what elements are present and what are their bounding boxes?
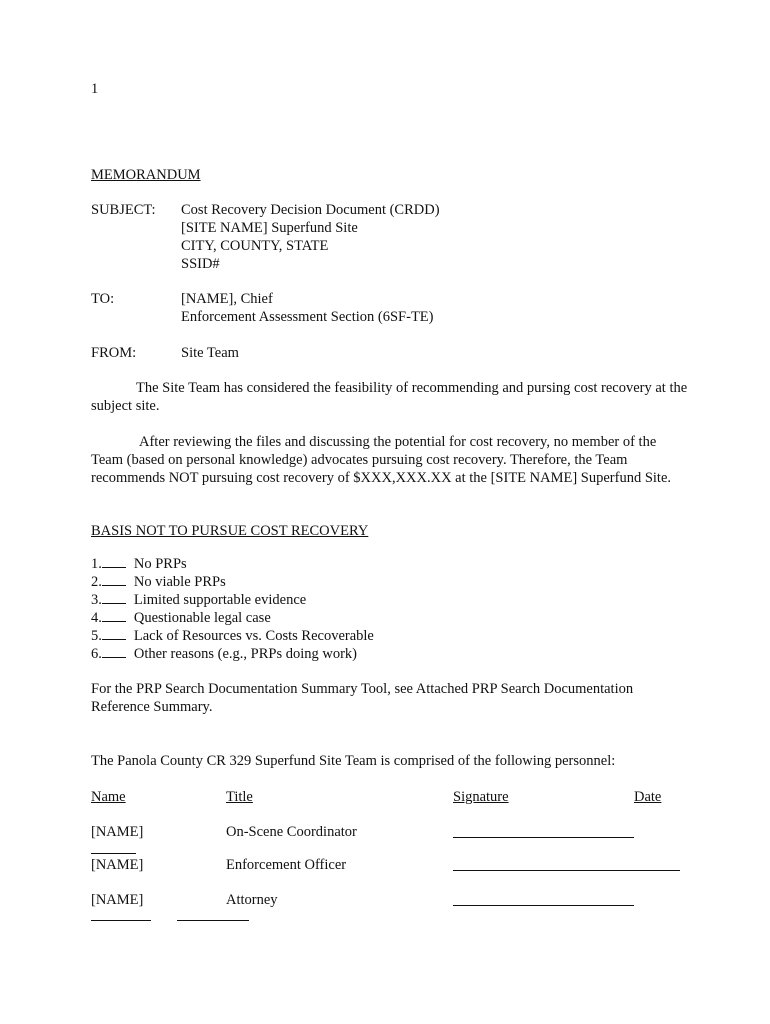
checkbox-blank[interactable] [102,573,126,586]
checkbox-blank[interactable] [102,609,126,622]
basis-item-number: 3. [91,592,102,608]
basis-heading: BASIS NOT TO PURSUE COST RECOVERY [91,523,369,539]
prp-note: For the PRP Search Documentation Summary Tool, see Attached PRP Search Documentation Reference Summary. [91,681,634,715]
personnel-title: On-Scene Coordinator [226,824,357,840]
personnel-title: Attorney [226,892,278,908]
header-date: Date [634,789,662,805]
checkbox-blank[interactable] [102,645,126,658]
from-label: FROM: [91,345,137,361]
basis-item-text: Other reasons (e.g., PRPs doing work) [133,646,357,662]
basis-item-text: No viable PRPs [133,574,226,590]
from-value: Site Team [181,345,239,361]
basis-item [91,555,187,573]
basis-item-number: 6. [91,646,102,662]
signature-line[interactable] [453,905,634,906]
checkbox-blank[interactable] [102,555,126,568]
paragraph-intro: The Site Team has considered the feasibility of recommending and pursing cost recovery at the subject site. [91,380,688,414]
header-signature: Signature [453,789,509,805]
subject-line: CITY, COUNTY, STATE [181,238,329,254]
basis-item [91,609,271,627]
paragraph-recommendation: After reviewing the files and discussing the potential for cost recovery, no member of the Team (based on personal knowledge) advocates pursuing cost recovery. Therefore, the Team recommends NOT pursuing cost recovery of $XXX,XXX.XX at the [SITE NAME] Superfund Site. [91,434,672,486]
page-number: 1 [91,81,99,97]
personnel-name: [NAME] [91,824,144,840]
checkbox-blank[interactable] [102,627,126,640]
team-intro: The Panola County CR 329 Superfund Site Team is comprised of the following personnel: [91,753,616,769]
checkbox-blank[interactable] [102,591,126,604]
personnel-name: [NAME] [91,892,144,908]
basis-item-number: 4. [91,610,102,626]
basis-item [91,627,374,645]
basis-item [91,573,226,591]
to-label: TO: [91,291,115,307]
header-title: Title [226,789,253,805]
personnel-title: Enforcement Officer [226,857,347,873]
basis-item-text: Lack of Resources vs. Costs Recoverable [133,628,374,644]
underline-rule [91,853,136,854]
basis-item-number: 1. [91,556,102,572]
subject-label: SUBJECT: [91,202,156,218]
underline-rule [91,920,151,921]
basis-item-text: No PRPs [133,556,187,572]
basis-item [91,591,306,609]
subject-line: SSID# [181,256,220,272]
basis-item-text: Questionable legal case [133,610,271,626]
signature-line[interactable] [453,870,680,871]
subject-line: [SITE NAME] Superfund Site [181,220,358,236]
basis-item [91,645,357,663]
header-name: Name [91,789,126,805]
memo-title: MEMORANDUM [91,167,201,183]
to-line: [NAME], Chief [181,291,273,307]
to-line: Enforcement Assessment Section (6SF-TE) [181,309,434,325]
basis-item-number: 2. [91,574,102,590]
subject-line: Cost Recovery Decision Document (CRDD) [181,202,440,218]
signature-line[interactable] [453,837,634,838]
personnel-name: [NAME] [91,857,144,873]
basis-item-text: Limited supportable evidence [133,592,307,608]
underline-rule [177,920,249,921]
basis-item-number: 5. [91,628,102,644]
